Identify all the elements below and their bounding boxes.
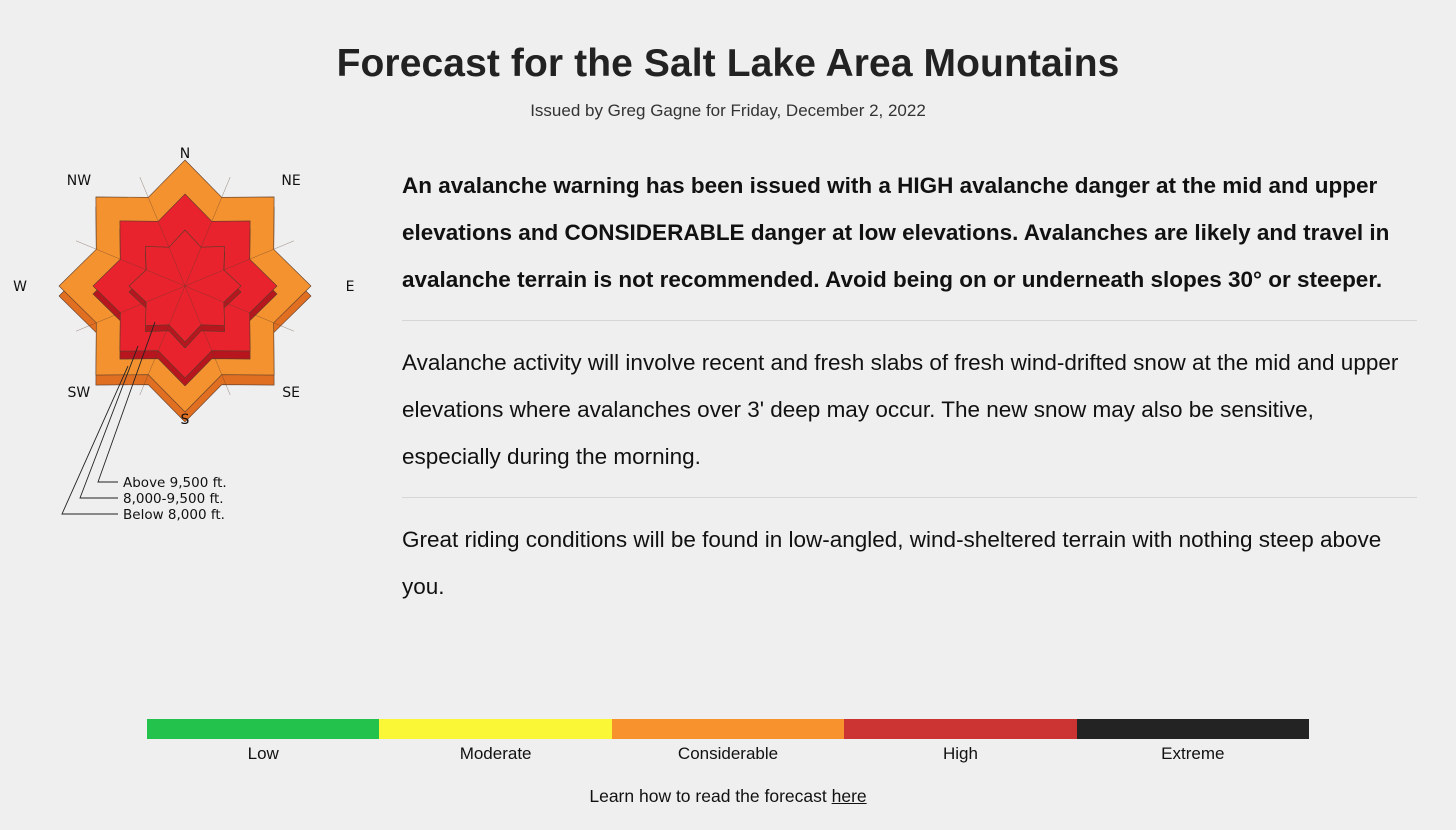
- rose-direction-n: N: [179, 146, 191, 162]
- danger-scale-label: Moderate: [459, 744, 532, 763]
- rose-direction-s: S: [180, 412, 190, 428]
- danger-scale-extreme: [1077, 719, 1309, 739]
- page-title: Forecast for the Salt Lake Area Mountains: [336, 42, 1120, 85]
- danger-scale-label: Considerable: [677, 744, 779, 763]
- forecast-content: [402, 162, 1417, 610]
- danger-scale-high: [844, 719, 1076, 739]
- rose-legend-label: Below 8,000 ft.: [123, 507, 225, 523]
- rose-legend-label: 8,000-9,500 ft.: [123, 491, 224, 507]
- rose-direction-ne: NE: [281, 172, 301, 189]
- danger-scale-moderate: [379, 719, 611, 739]
- rose-legend-label: Above 9,500 ft.: [123, 475, 227, 491]
- learn-text: Learn how to read the forecast: [589, 786, 827, 806]
- rose-direction-se: SE: [282, 385, 300, 402]
- learn-here-link[interactable]: here: [831, 786, 867, 806]
- danger-scale-label: High: [942, 744, 978, 763]
- bottom-line: An avalanche warning has been issued with a HIGH avalanche danger at the mid and upper elevations and CONSIDERABLE danger at low elevations. Avalanches are likely and travel in avalanche terrain is not recommended. Avoid being on or underneath slopes 30° or steeper.: [402, 173, 1390, 292]
- rose-direction-w: W: [13, 279, 27, 295]
- learn-how-to-read: [0, 786, 1456, 807]
- forecast-paragraph: Avalanche activity will involve recent and fresh slabs of fresh wind-drifted snow at the mid and upper elevations where avalanches over 3' deep may occur. The new snow may also be sensitive, especially during the morning.: [402, 350, 1399, 469]
- rose-direction-sw: SW: [67, 385, 91, 402]
- danger-scale-low: [147, 719, 379, 739]
- danger-scale-considerable: [612, 719, 844, 739]
- forecast-issued-by: Issued by Greg Gagne for Friday, December 2, 2022: [530, 101, 926, 120]
- danger-scale-bar: [147, 719, 1309, 739]
- rose-direction-e: E: [345, 279, 355, 295]
- danger-scale-labels: [147, 744, 1309, 764]
- danger-scale-label: Low: [247, 744, 279, 763]
- danger-rose: [0, 146, 370, 530]
- forecast-paragraph: Great riding conditions will be found in low-angled, wind-sheltered terrain with nothing steep above you.: [402, 527, 1382, 599]
- danger-scale-label: Extreme: [1161, 744, 1225, 763]
- rose-direction-nw: NW: [66, 172, 92, 189]
